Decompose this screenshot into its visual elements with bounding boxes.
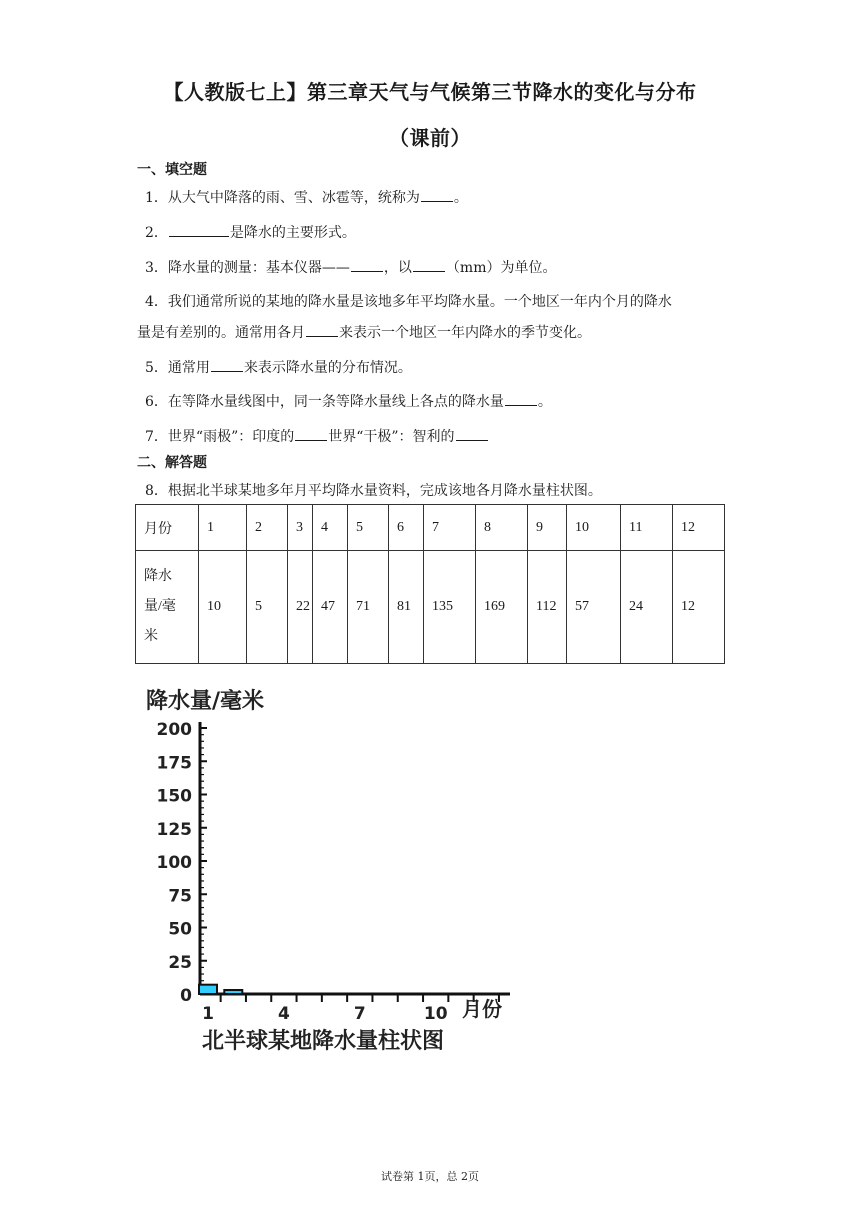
table-cell: 24: [621, 551, 673, 664]
q1-end: 。: [453, 190, 468, 206]
table-cell: 1: [199, 505, 247, 551]
y-tick-label: 150: [156, 786, 192, 807]
x-tick-label: 4: [277, 1004, 290, 1024]
q4-blank[interactable]: [306, 322, 338, 337]
table-header-month: 月份: [136, 505, 199, 551]
q4-text: 量是有差别的。通常用各月: [137, 325, 305, 341]
section-answer: 二、解答题: [137, 455, 207, 471]
x-tick-label: 10: [423, 1004, 448, 1024]
table-cell: 10: [567, 505, 621, 551]
q2-number: 2．: [145, 225, 168, 241]
q6-text: 6．在等降水量线图中，同一条等降水量线上各点的降水量: [145, 394, 504, 410]
question-2: [145, 222, 356, 242]
y-tick-label: 50: [168, 919, 192, 940]
x-tick-label: 1: [202, 1004, 214, 1024]
q3-blank-2[interactable]: [413, 257, 445, 272]
q5-blank[interactable]: [211, 357, 243, 372]
row-label-part: 量/毫: [144, 599, 176, 614]
q3-end: （mm）为单位。: [445, 260, 557, 276]
q7-text: 7．世界“雨极”：印度的: [145, 429, 295, 445]
y-tick-label: 200: [156, 720, 192, 740]
question-4-line2: [137, 322, 591, 342]
q2-text: 是降水的主要形式。: [229, 225, 356, 241]
bar-month-2: [224, 990, 242, 994]
y-tick-label: 25: [168, 952, 192, 973]
q2-blank[interactable]: [169, 222, 229, 237]
q3-text: 3．降水量的测量：基本仪器——: [145, 260, 350, 276]
q7-blank-1[interactable]: [295, 426, 327, 441]
bar-month-1: [199, 985, 217, 994]
table-cell: 169: [476, 551, 528, 664]
table-cell: 12: [673, 551, 725, 664]
y-axis: [157, 720, 208, 1006]
q4-end: 来表示一个地区一年内降水的季节变化。: [339, 325, 591, 341]
table-cell: 47: [313, 551, 348, 664]
table-cell: 9: [528, 505, 567, 551]
table-cell: 10: [199, 551, 247, 664]
question-3: [145, 257, 556, 277]
table-header-precip: [136, 551, 199, 664]
question-1: [145, 187, 468, 207]
table-cell: 57: [567, 551, 621, 664]
chart-title: 北半球某地降水量柱状图: [202, 1029, 445, 1054]
table-cell: 71: [348, 551, 389, 664]
table-cell: 8: [476, 505, 528, 551]
table-cell: 81: [389, 551, 424, 664]
question-6: [145, 391, 552, 411]
x-tick-label: 7: [353, 1004, 366, 1024]
row-label-part: 米: [144, 629, 158, 644]
question-5: [145, 357, 412, 377]
question-8: 8．根据北半球某地多年月平均降水量资料，完成该地各月降水量柱状图。: [145, 483, 602, 499]
table-cell: 22: [288, 551, 313, 664]
table-cell: 135: [424, 551, 476, 664]
q7-mid: 世界“干极”：智利的: [328, 429, 455, 445]
q5-end: 来表示降水量的分布情况。: [243, 360, 412, 376]
q3-mid: ，以: [383, 260, 412, 276]
q7-blank-2[interactable]: [456, 426, 488, 441]
y-tick-label: 175: [156, 753, 192, 774]
y-tick-label: 75: [168, 886, 192, 907]
precipitation-bar-chart: [140, 676, 540, 1056]
q5-text: 5．通常用: [145, 360, 210, 376]
table-cell: 3: [288, 505, 313, 551]
y-tick-label: 100: [156, 853, 192, 873]
table-cell: 12: [673, 505, 725, 551]
y-tick-label: 125: [156, 819, 192, 840]
q1-text: 1．从大气中降落的雨、雪、冰雹等，统称为: [145, 190, 420, 206]
table-cell: 11: [621, 505, 673, 551]
question-4-line1: 4．我们通常所说的某地的降水量是该地多年平均降水量。一个地区一年内个月的降水: [145, 294, 672, 310]
page-footer: 试卷第 1页，总 2页: [381, 1170, 479, 1183]
chart-xlabel: 月份: [462, 997, 502, 1021]
table-cell: 5: [348, 505, 389, 551]
chart-ylabel: 降水量/毫米: [146, 689, 265, 714]
row-label-part: 降水: [144, 569, 172, 584]
q6-blank[interactable]: [505, 391, 537, 406]
table-cell: 5: [247, 551, 288, 664]
q6-end: 。: [537, 394, 552, 410]
table-cell: 7: [424, 505, 476, 551]
table-cell: 6: [389, 505, 424, 551]
document-title-line2: （课前）: [389, 126, 471, 150]
q1-blank[interactable]: [421, 187, 453, 202]
y-tick-label: 0: [180, 986, 192, 1006]
section-fill-in: 一、填空题: [137, 162, 207, 178]
table-row-months: [136, 505, 725, 551]
table-row-values: [136, 551, 725, 664]
table-cell: 112: [528, 551, 567, 664]
table-cell: 4: [313, 505, 348, 551]
document-title-line1: 【人教版七上】第三章天气与气候第三节降水的变化与分布: [163, 80, 697, 104]
question-7: [145, 426, 489, 446]
precipitation-table: [135, 504, 725, 664]
q3-blank-1[interactable]: [351, 257, 383, 272]
table-cell: 2: [247, 505, 288, 551]
